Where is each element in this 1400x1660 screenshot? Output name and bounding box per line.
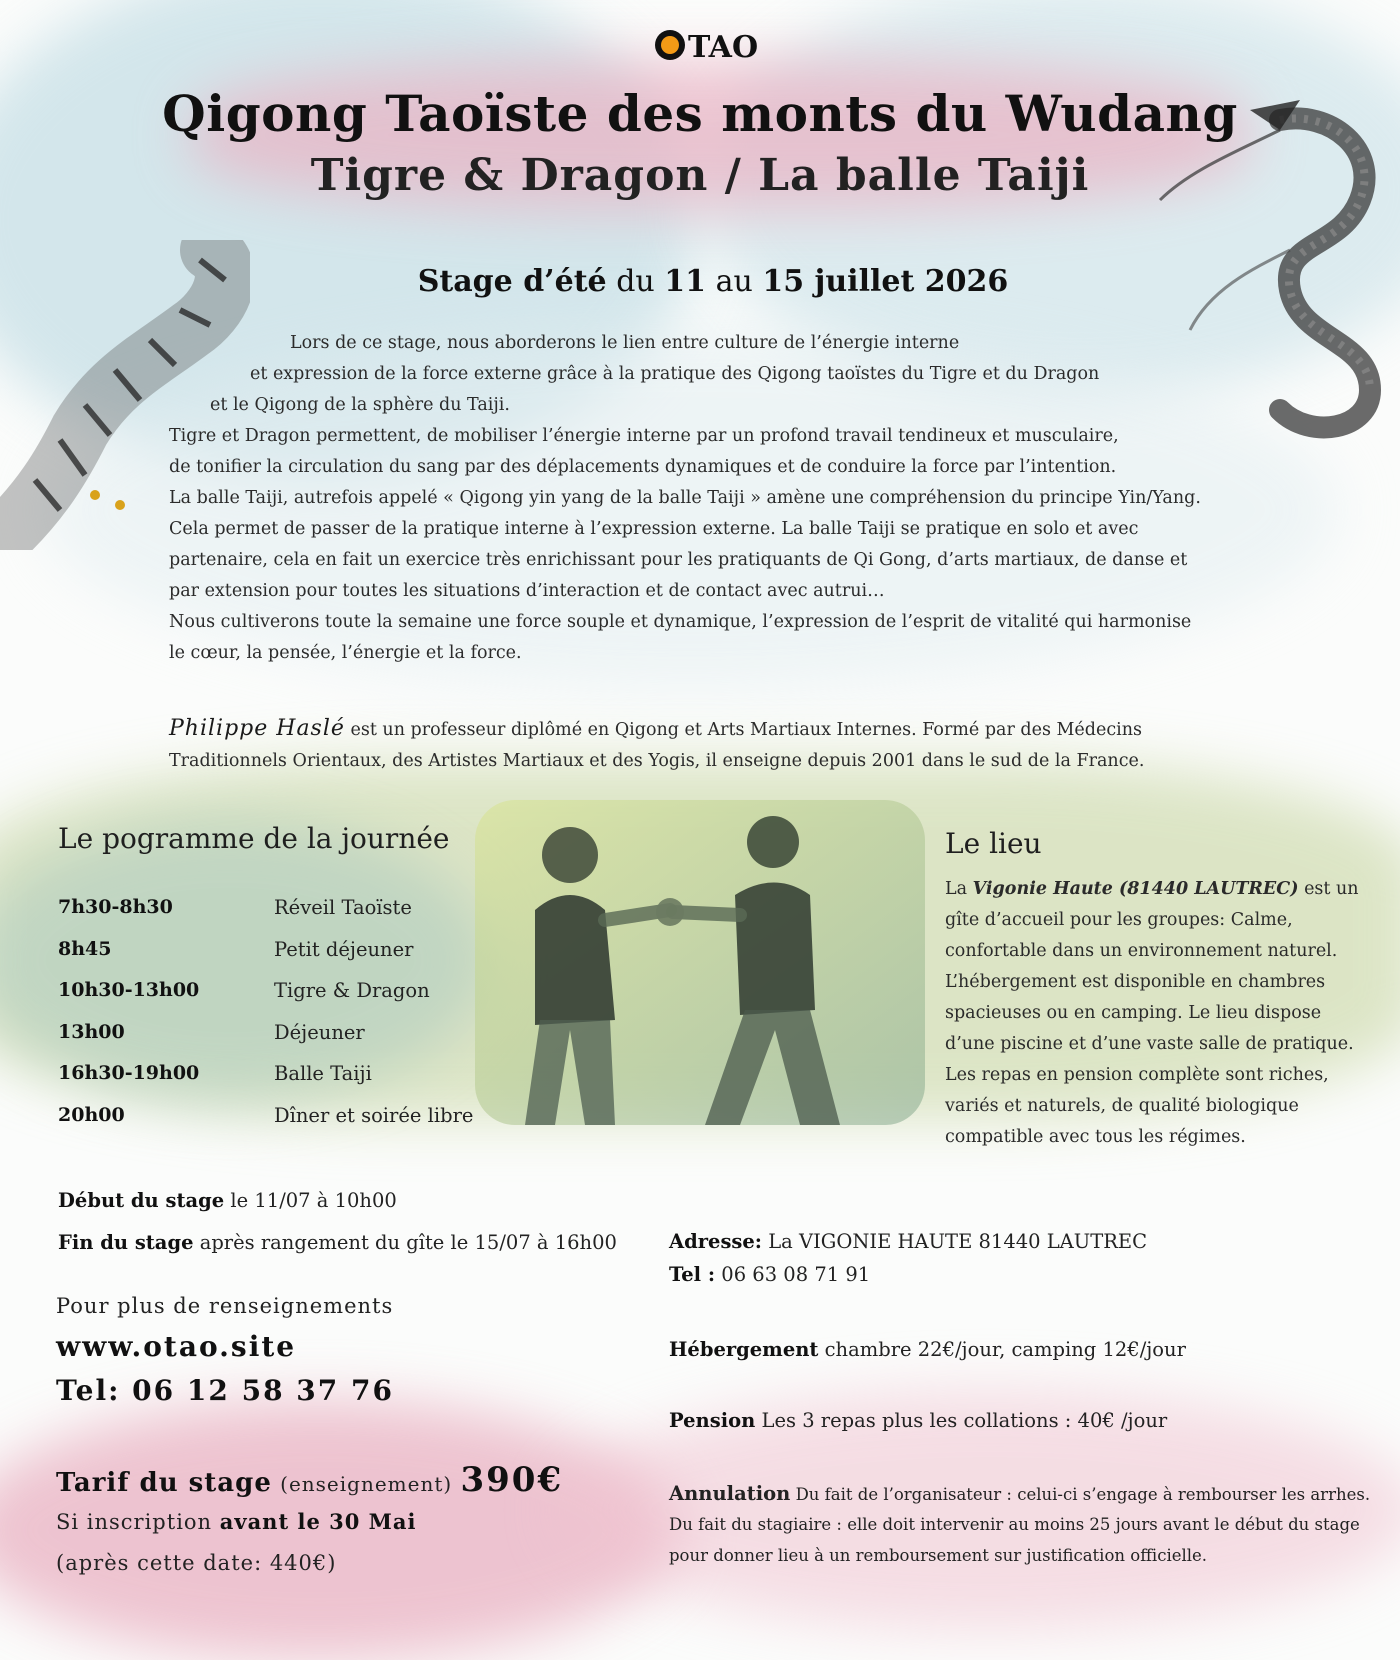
annulation-label: Annulation [669,1482,791,1505]
hebergement-line [669,1338,1186,1361]
hebergement-label: Hébergement [669,1338,819,1361]
debut-label: Début du stage [58,1189,225,1212]
stage-au: au [715,264,753,299]
later-price: (après cette date: 440€) [56,1551,337,1575]
schedule-activity: Tigre & Dragon [274,979,430,1002]
page-subtitle: Tigre & Dragon / La balle Taiji [310,150,1090,201]
intro-line-8: partenaire, cela en fait un exercice très enrichissant pour les pratiquants de Qi Gong, d’arts martiaux, de danse et [169,550,1188,570]
intro-line-11: le cœur, la pensée, l’énergie et la force. [169,643,522,663]
more-info-text: Pour plus de renseignements [56,1294,394,1318]
schedule-activity: Dîner et soirée libre [274,1104,474,1127]
schedule-time: 8h45 [58,938,112,960]
teacher-line-2: Traditionnels Orientaux, des Artistes Martiaux et des Yogis, il enseigne depuis 2001 dans le sud de la France. [169,751,1145,771]
schedule-activity: Déjeuner [274,1021,365,1044]
programme-heading: Le pogramme de la journée [58,822,450,855]
teacher-text-1: est un professeur diplômé en Qigong et Arts Martiaux Internes. Formé par des Médecins [350,720,1142,740]
stage-end: 15 juillet 2026 [762,264,1009,299]
fin-label: Fin du stage [58,1231,194,1254]
teacher-signature: Philippe Haslé [169,716,345,741]
annulation-line-2: Du fait du stagiaire : elle doit intervenir au moins 25 jours avant le début du stage [669,1515,1360,1534]
intro-line-6: La balle Taiji, autrefois appelé « Qigong yin yang de la balle Taiji » amène une compréhension du principe Yin/Yang. [169,488,1201,508]
debut-value: le 11/07 à 10h00 [230,1189,397,1212]
early-bold: avant le 30 Mai [219,1509,417,1534]
annulation-line-1 [669,1478,1370,1510]
tarif-line [56,1460,563,1500]
intro-line-9: par extension pour toutes les situations d’interaction et de contact avec autrui… [169,581,885,601]
early-prefix: Si inscription [56,1510,213,1534]
tarif-note: (enseignement) [280,1472,453,1496]
intro-line-5: de tonifier la circulation du sang par des déplacements dynamiques et de conduire la force par l’intention. [169,457,1117,477]
schedule-time: 16h30-19h00 [58,1062,200,1084]
schedule-time: 13h00 [58,1021,125,1043]
fin-stage [58,1231,617,1254]
schedule-time: 10h30-13h00 [58,979,200,1001]
lieu-place: Vigonie Haute (81440 LAUTREC) [972,879,1299,899]
lieu-heading: Le lieu [945,827,1042,860]
intro-line-7: Cela permet de passer de la pratique interne à l’expression externe. La balle Taiji se pratique en solo et avec [169,519,1139,539]
intro-line-3: et le Qigong de la sphère du Taiji. [210,395,510,415]
svg-text:TAO: TAO [688,30,759,64]
schedule-activity: Petit déjeuner [274,938,414,961]
pension-value: Les 3 repas plus les collations : 40€ /jour [761,1409,1168,1432]
practitioners-photo [455,800,925,1125]
adresse-value: La VIGONIE HAUTE 81440 LAUTREC [768,1230,1148,1253]
hebergement-value: chambre 22€/jour, camping 12€/jour [824,1338,1186,1361]
fin-value: après rangement du gîte le 15/07 à 16h00 [199,1231,617,1254]
lieu-description: est un gîte d’accueil pour les groupes: Calme, confortable dans un environnement naturel. L’hébergement est disponible en chambres spacieuses ou en camping. Le lieu dispose d’une piscine et d’une vaste salle de pratique. [945,879,1359,1054]
annulation-text-1: Du fait de l’organisateur : celui-ci s’engage à rembourser les arrhes. [795,1485,1371,1504]
stage-start: 11 [664,264,707,299]
pension-line [669,1409,1167,1432]
adresse-label: Adresse: [669,1230,763,1253]
stage-du: du [616,264,655,299]
pension-label: Pension [669,1409,756,1432]
stage-dates [0,264,1400,299]
lieu-intro: La [945,879,968,899]
early-line [56,1509,416,1534]
teacher-line-1 [169,713,1142,746]
website-link[interactable]: www.otao.site [56,1330,297,1363]
contact-phone[interactable]: Tel: 06 12 58 37 76 [56,1374,394,1407]
tarif-price: 390€ [460,1460,564,1500]
lieu-text [945,874,1365,1153]
intro-line-10: Nous cultiverons toute la semaine une force souple et dynamique, l’expression de l’esprit de vitalité qui harmonise [169,612,1192,632]
venue-tel-label: Tel : [669,1263,716,1286]
adresse-line [669,1230,1147,1253]
lieu-meals: Les repas en pension complète sont riches, variés et naturels, de qualité biologique compatible avec tous les régimes. [945,1065,1329,1147]
debut-stage [58,1189,397,1212]
schedule-activity: Balle Taiji [274,1062,372,1085]
schedule-activity: Réveil Taoïste [274,896,412,919]
tarif-label: Tarif du stage [56,1468,272,1498]
intro-line-1: Lors de ce stage, nous aborderons le lien entre culture de l’énergie interne [290,333,960,353]
intro-line-2: et expression de la force externe grâce à la pratique des Qigong taoïstes du Tigre et du Dragon [250,364,1100,384]
venue-tel-line [669,1263,870,1286]
schedule-time: 20h00 [58,1104,125,1126]
stage-label: Stage d’été [417,264,607,299]
annulation-line-3: pour donner lieu à un remboursement sur justification officielle. [669,1546,1208,1565]
otao-logo [650,24,774,64]
schedule-time: 7h30-8h30 [58,896,173,918]
venue-tel-value: 06 63 08 71 91 [721,1263,871,1286]
intro-line-4: Tigre et Dragon permettent, de mobiliser l’énergie interne par un profond travail tendineux et musculaire, [169,426,1119,446]
page-title: Qigong Taoïste des monts du Wudang [162,84,1238,143]
